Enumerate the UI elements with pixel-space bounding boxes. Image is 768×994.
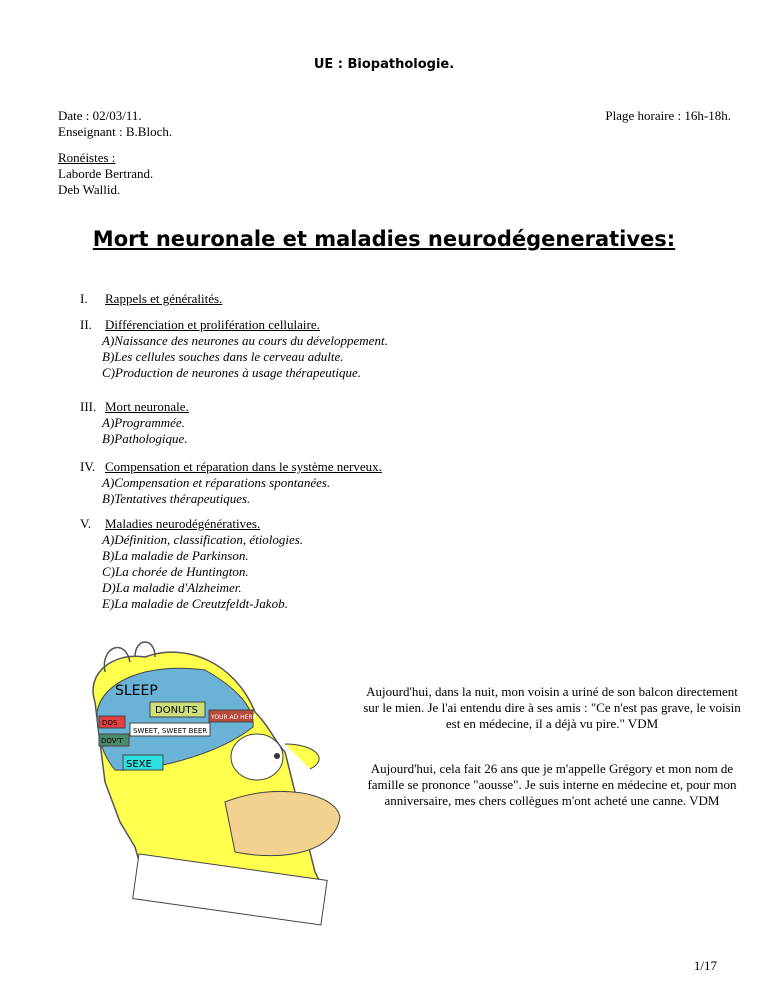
image-label: DOV'T xyxy=(101,737,123,745)
subsection: B)Tentatives thérapeutiques. xyxy=(102,491,251,506)
image-label: SEXE xyxy=(126,759,152,770)
subsection: A)Naissance des neurones au cours du développement. xyxy=(102,333,388,348)
image-label: SWEET, SWEET BEER xyxy=(133,727,208,735)
time-slot: Plage horaire : 16h-18h. xyxy=(605,108,731,123)
image-label: SLEEP xyxy=(115,683,158,699)
section-number: III. xyxy=(80,399,97,414)
teacher: Enseignant : B.Bloch. xyxy=(58,124,173,139)
scribe: Deb Wallid. xyxy=(58,182,121,197)
subsection: E)La maladie de Creutzfeldt-Jakob. xyxy=(102,596,288,611)
homer-brain-illustration xyxy=(85,632,360,932)
page-number: 1/17 xyxy=(693,958,717,973)
image-label: DOS xyxy=(102,719,118,727)
section-number: IV. xyxy=(80,459,96,474)
lecture-info xyxy=(58,108,172,140)
section-number: II. xyxy=(80,317,92,332)
image-label: DONUTS xyxy=(155,705,198,716)
page-title: Mort neuronale et maladies neurodégeneratives: xyxy=(92,227,676,251)
subsection: B)La maladie de Parkinson. xyxy=(102,548,249,563)
section-label: Mort neuronale. xyxy=(105,399,189,414)
date: Date : 02/03/11. xyxy=(58,108,142,123)
subsection: B)Les cellules souches dans le cerveau adulte. xyxy=(102,349,344,364)
scribes xyxy=(58,150,153,198)
quote-1: Aujourd'hui, dans la nuit, mon voisin a uriné de son balcon directement sur le mien. Je l'ai entendu dire à ses amis : "Ce n'est pas grave, le voisin est en médecine, il a déjà vu pire." VDM xyxy=(363,684,741,731)
quote-2: Aujourd'hui, cela fait 26 ans que je m'appelle Grégory et mon nom de famille se prononce "aousse". Je suis interne en médecine et, pour mon anniversaire, mes chers collègues m'ont acheté une canne. VDM xyxy=(367,761,737,808)
course-unit-heading: UE : Biopathologie. xyxy=(313,57,455,72)
section-label: Compensation et réparation dans le système nerveux. xyxy=(105,459,382,474)
section-label: Différenciation et prolifération cellulaire. xyxy=(105,317,320,332)
section-number: I. xyxy=(80,291,88,306)
scribes-label: Ronéistes : xyxy=(58,150,116,165)
subsection: D)La maladie d'Alzheimer. xyxy=(102,580,242,595)
scribe: Laborde Bertrand. xyxy=(58,166,154,181)
subsection: C)Production de neurones à usage thérapeutique. xyxy=(102,365,361,380)
subsection: A)Définition, classification, étiologies. xyxy=(102,532,304,547)
subsection: A)Compensation et réparations spontanées. xyxy=(102,475,331,490)
subsection: B)Pathologique. xyxy=(102,431,188,446)
subsection: C)La chorée de Huntington. xyxy=(102,564,249,579)
image-label: YOUR AD HERE xyxy=(211,714,257,721)
section-label: Maladies neurodégénératives. xyxy=(105,516,261,531)
section-label: Rappels et généralités. xyxy=(105,291,223,306)
section-number: V. xyxy=(80,516,91,531)
subsection: A)Programmée. xyxy=(102,415,185,430)
